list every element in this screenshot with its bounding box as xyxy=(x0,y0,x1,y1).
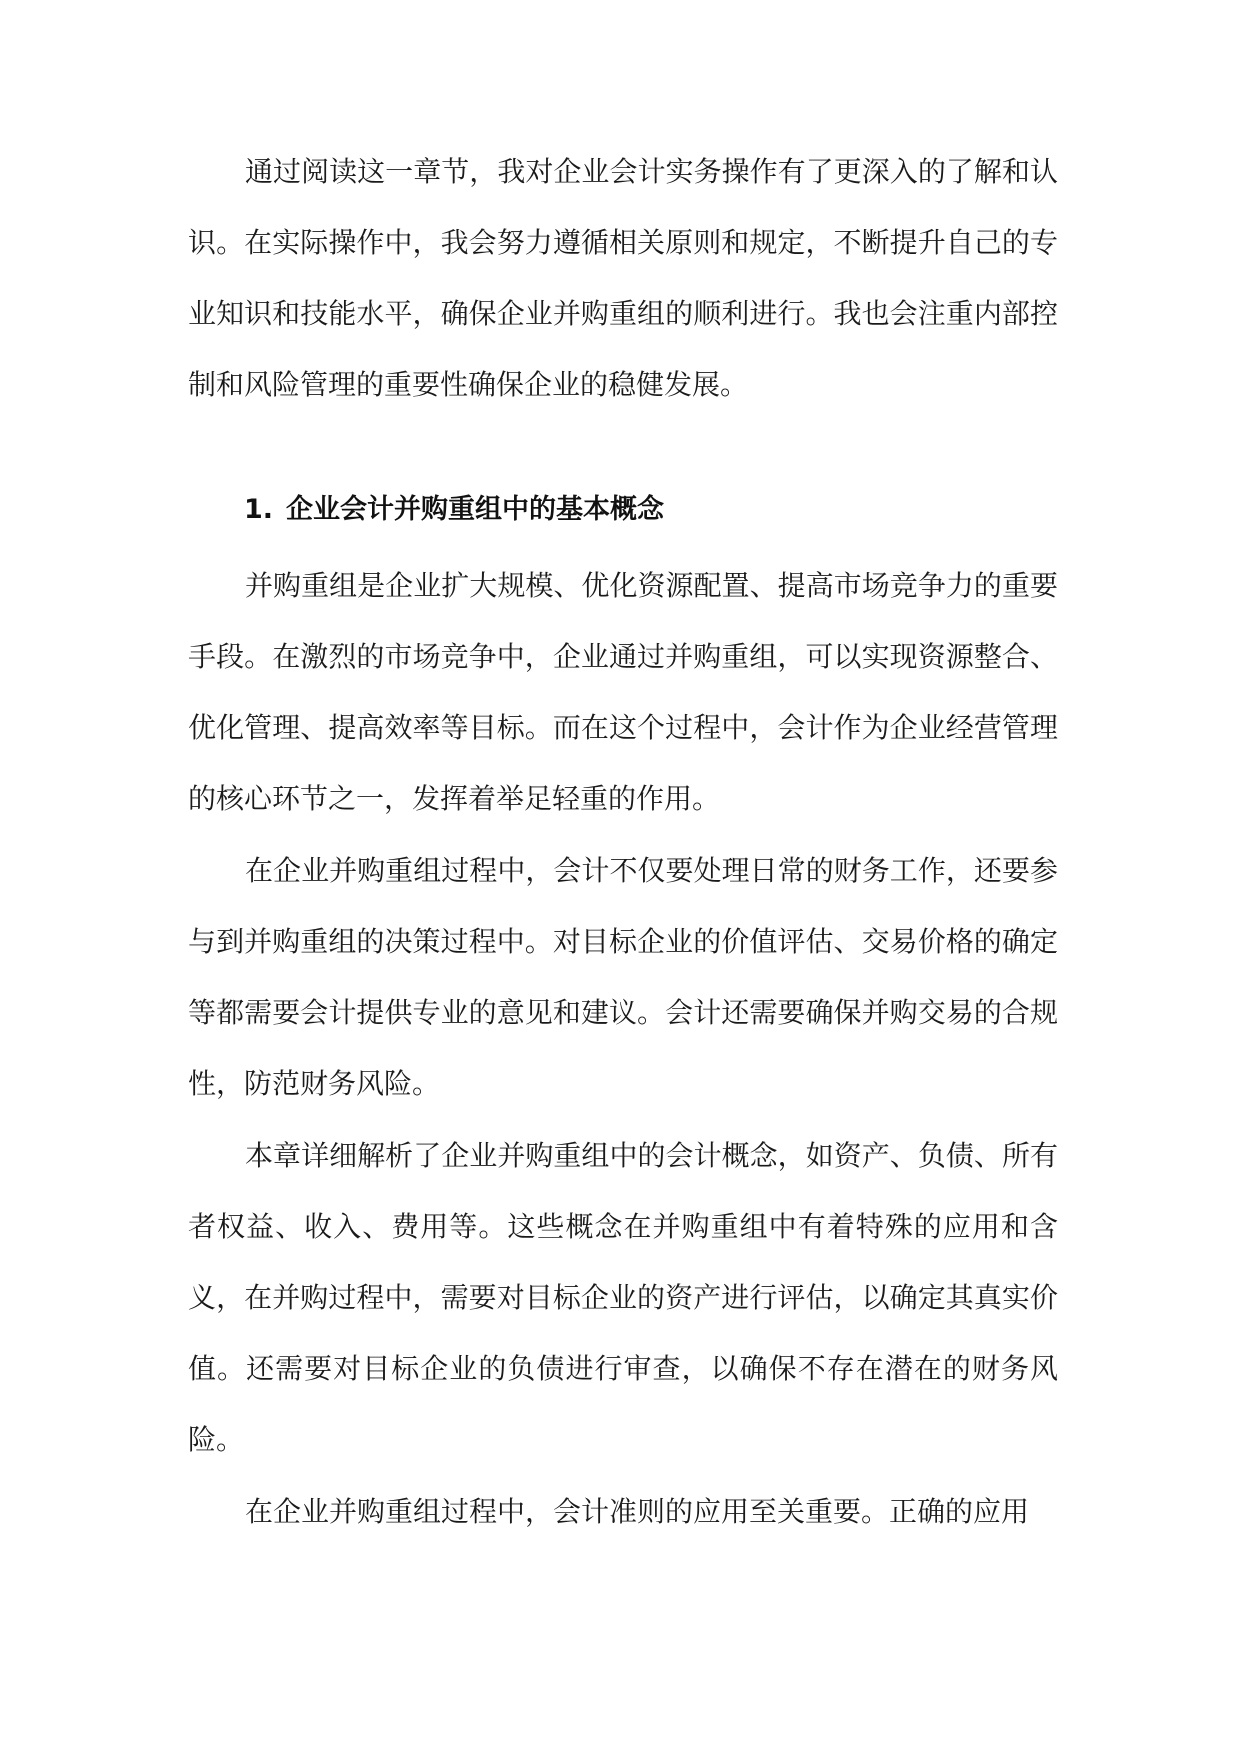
section-heading xyxy=(188,474,1058,545)
document-body xyxy=(188,136,1058,1547)
paragraph-mna-definition: 并购重组是企业扩大规模、优化资源配置、提高市场竞争力的重要手段。在激烈的市场竞争中，企业通过并购重组，可以实现资源整合、优化管理、提高效率等目标。而在这个过程中，会计作为企业经营管理的核心环节之一，发挥着举足轻重的作用。 xyxy=(188,569,1058,815)
paragraph-accounting-role: 在企业并购重组过程中，会计不仅要处理日常的财务工作，还要参与到并购重组的决策过程中。对目标企业的价值评估、交易价格的确定等都需要会计提供专业的意见和建议。会计还需要确保并购交易的合规性，防范财务风险。 xyxy=(188,854,1058,1100)
paragraph-accounting-standards: 在企业并购重组过程中，会计准则的应用至关重要。正确的应用 xyxy=(245,1495,1030,1528)
paragraph-reading-reflection: 通过阅读这一章节，我对企业会计实务操作有了更深入的了解和认识。在实际操作中，我会努力遵循相关原则和规定，不断提升自己的专业知识和技能水平，确保企业并购重组的顺利进行。我也会注重内部控制和风险管理的重要性确保企业的稳健发展。 xyxy=(188,155,1058,401)
section-title: 企业会计并购重组中的基本概念 xyxy=(286,494,664,525)
paragraph-accounting-concepts: 本章详细解析了企业并购重组中的会计概念，如资产、负债、所有者权益、收入、费用等。这些概念在并购重组中有着特殊的应用和含义，在并购过程中，需要对目标企业的资产进行评估，以确定其真实价值。还需要对目标企业的负债进行审查，以确保不存在潜在的财务风险。 xyxy=(188,1139,1058,1456)
section-number: 1. xyxy=(244,494,274,525)
